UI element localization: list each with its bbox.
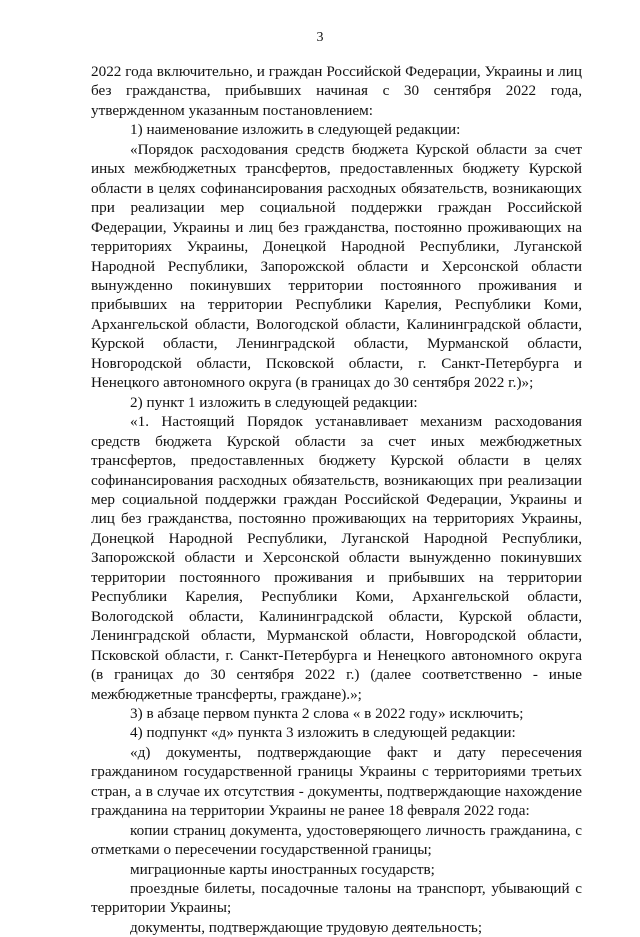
paragraph-11: проездные билеты, посадочные талоны на транспорт, убывающий с территории Украины; (91, 880, 582, 917)
paragraph-4: 2) пункт 1 изложить в следующей редакции: (130, 393, 418, 411)
paragraph-8: «д) документы, подтверждающие факт и дату пересечения гражданином государственной границы Украины с территориями третьих стран, а в случае их отсутствия - документы, подтверждающие нахождение гражданина на территории Украины не ранее 18 февраля 2022 года: (91, 743, 582, 820)
paragraph-3: «Порядок расходования средств бюджета Курской области за счет иных межбюджетных трансфертов, предоставленных бюджету Курской области в целях софинансирования расходных обязательств, возникающих при реализации мер социальной поддержки граждан Российской Федерации, Украины и лиц без гражданства, постоянно проживающих на территориях Украины, Донецкой Народной Республики, Луганской Народной Республики, Запорожской области и Херсонской области вынужденно покинувших территории постоянного проживания и прибывших на территории Республики Карелия, Республики Коми, Архангельской области, Вологодской области, Калининградской области, Курской области, Ленинградской области, Мурманской области, Новгородской области, Псковской области, г. Санкт-Петербурга и Ненецкого автономного округа (в границах до 30 сентября 2022 г.)»; (91, 140, 582, 392)
paragraph-6: 3) в абзаце первом пункта 2 слова « в 2022 году» исключить; (130, 704, 524, 722)
paragraph-1: 2022 года включительно, и граждан Российской Федерации, Украины и лиц без гражданства, прибывших начиная с 30 сентября 2022 года, утвержденном указанным постановлением: (91, 63, 582, 119)
paragraph-2: 1) наименование изложить в следующей редакции: (130, 121, 461, 139)
paragraph-5: «1. Настоящий Порядок устанавливает механизм расходования средств бюджета Курской области за счет иных межбюджетных трансфертов, предоставленных бюджету Курской области в целях софинансирования расходных обязательств, возникающих при реализации мер социальной поддержки граждан Российской Федерации, Украины и лиц без гражданства, постоянно проживающих на территориях Украины, Донецкой Народной Республики, Луганской Народной Республики, Запорожской области и Херсонской области вынужденно покинувших территории постоянного проживания и прибывших на территории Республики Карелия, Республики Коми, Архангельской области, Вологодской области, Калининградской области, Курской области, Ленинградской области, Мурманской области, Новгородской области, Псковской области, г. Санкт-Петербурга и Ненецкого автономного округа (в границах до 30 сентября 2022 г.) (далее соответственно - иные межбюджетные трансферты, граждане).»; (91, 413, 582, 703)
page-number: 3 (316, 30, 324, 45)
paragraph-9: копии страниц документа, удостоверяющего личность гражданина, с отметками о пересечении государственной границы; (91, 821, 582, 859)
paragraph-7: 4) подпункт «д» пункта 3 изложить в следующей редакции: (130, 724, 516, 742)
document-body (91, 62, 582, 937)
paragraph-10: миграционные карты иностранных государств; (130, 860, 435, 878)
paragraph-12: документы, подтверждающие трудовую деятельность; (130, 918, 483, 936)
